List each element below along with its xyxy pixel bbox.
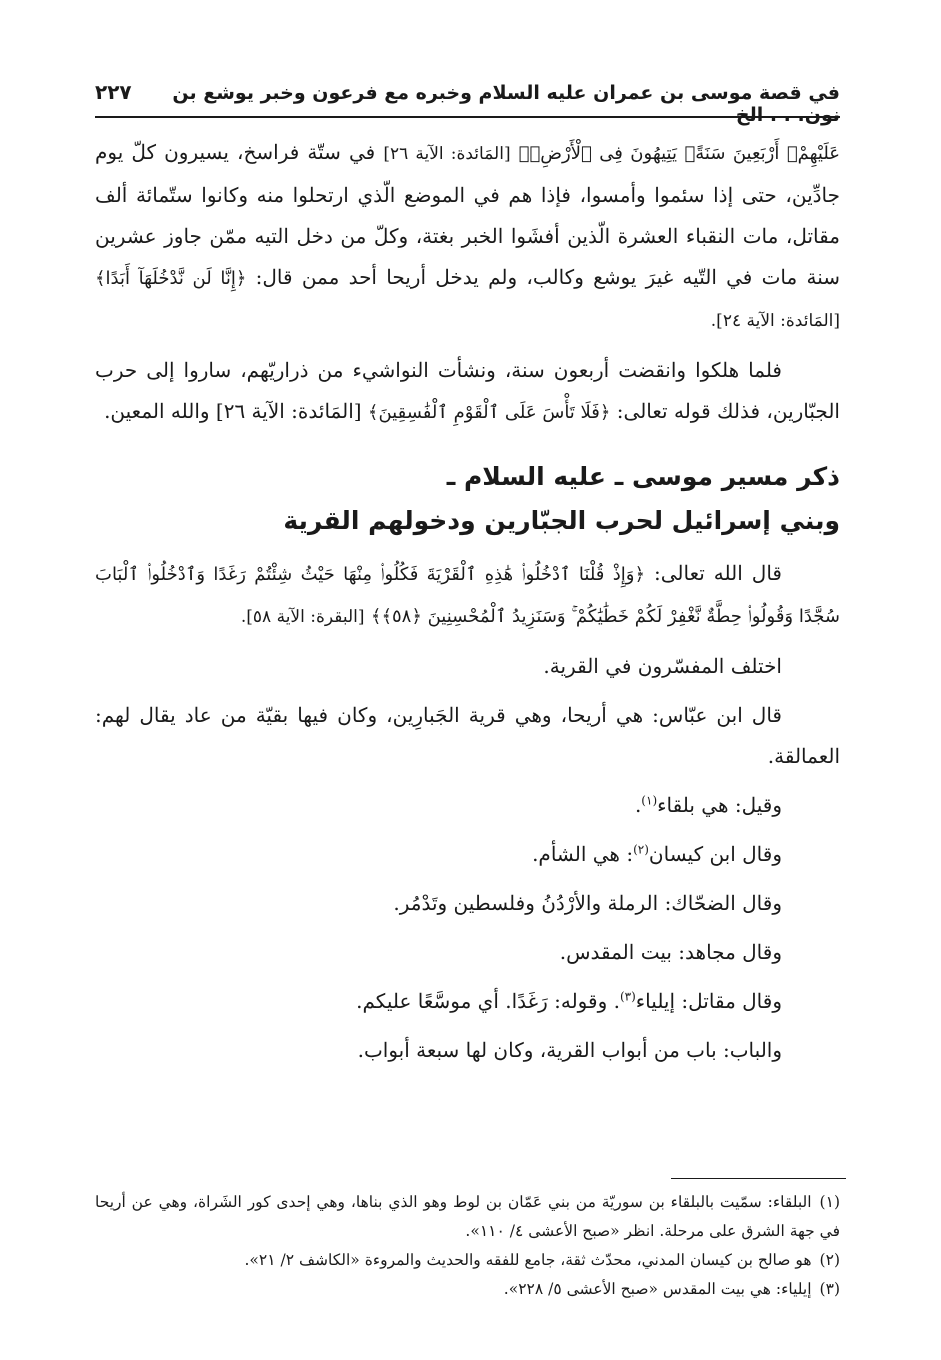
footnotes <box>95 1188 840 1304</box>
quran-bracket: ﴾ <box>518 143 530 164</box>
paragraph-text: وقال مقاتل: إيلياء <box>635 989 782 1013</box>
quran-verse: ﴿إِنَّا لَن نَّدْخُلَهَآ أَبَدًا﴾ <box>95 268 247 289</box>
paragraph-text: قال الله تعالى: <box>654 561 782 585</box>
paragraph-text: في ستّة فراسخ، يسيرون كلّ يوم جادِّين، حتى إذا سئموا وأمسوا، فإذا هم في الموضع الّذي ارتحلوا منه وكانوا ستّمائة ألف مقاتل، مات النقباء العشرة الّذين أفشَوا الخبر بغتة، وكلّ من دخل التيه ممّن جاوز عشرين سنة مات في التّيه غيرَ يوشع وكالب، ولم يدخل أريحا أحد ممن قال: <box>95 140 840 289</box>
section-heading <box>95 455 840 543</box>
footnote-text: إيلياء: هي بيت المقدس «صبح الأعشى ٥/ ٢٢٨». <box>503 1280 812 1298</box>
paragraph-text: فلما هلكوا وانقضت أربعون سنة، ونشأت النواشيء من ذراريّهم، ساروا إلى حرب الجبّارين، فذلك قوله تعالى: <box>95 358 840 423</box>
paragraph: والباب: باب من أبواب القرية، وكان لها سبعة أبواب. <box>357 1038 782 1062</box>
paragraph <box>95 834 840 875</box>
running-head <box>95 80 840 126</box>
footnote-number: (٢) <box>819 1251 840 1269</box>
paragraph <box>95 350 840 433</box>
footnote-marker[interactable]: (٢) <box>633 842 649 857</box>
footnote-marker[interactable]: (١) <box>641 793 658 808</box>
quran-verse: ﴿وَإِذْ قُلْنَا ٱدْخُلُوا۟ هَٰذِهِ ٱلْقَرْيَةَ فَكُلُوا۟ مِنْهَا حَيْثُ شِئْتُمْ رَغَدًا وَٱدْخُلُوا۟ ٱلْبَابَ سُجَّدًا وَقُولُوا۟ حِطَّةٌ نَّغْفِرْ لَكُمْ خَطَٰيَٰكُمْ ۚ وَسَنَزِيدُ ٱلْمُحْسِنِينَ ﴿٥٨﴾﴾ <box>95 564 840 627</box>
section-heading-line: ذكر مسير موسى ـ عليه السلام ـ <box>446 462 840 491</box>
paragraph-continuation <box>95 132 840 342</box>
paragraph-text: . وقوله: رَغَدًا. أي موسَّعًا عليكم. <box>356 989 620 1013</box>
footnote-text: هو صالح بن كيسان المدني، محدّث ثقة، جامع للفقه والحديث والمروءة «الكاشف ٢/ ٢١». <box>244 1251 812 1269</box>
footnote <box>95 1188 840 1246</box>
paragraph-text: : هي الشأم. <box>532 842 634 866</box>
paragraph-text: . <box>634 793 642 817</box>
paragraph: قال ابن عبّاس: هي أريحا، وهي قرية الجَبارِين، وكان فيها بقيّة من عاد يقال لهم: العمالقة. <box>95 703 840 768</box>
paragraph-text: وقيل: هي بلقاء <box>657 793 782 817</box>
paragraph: وقال مجاهد: بيت المقدس. <box>559 940 782 964</box>
paragraph-text: وقال ابن كيسان <box>648 842 782 866</box>
book-page <box>95 80 840 1071</box>
verse-reference: [البقرة: الآية ٥٨]. <box>240 607 365 627</box>
main-text <box>95 132 840 1071</box>
footnote <box>95 1246 840 1275</box>
footnote-marker[interactable]: (٣) <box>619 989 636 1004</box>
quran-verse: ﴿فَلَا تَأْسَ عَلَى ٱلْقَوْمِ ٱلْفَٰسِقِينَ﴾ <box>367 402 611 423</box>
footnote <box>95 1275 840 1304</box>
paragraph <box>95 785 840 826</box>
verse-reference: [المَائدة: الآية ٢٦] <box>383 144 511 164</box>
paragraph: وقال الضحّاك: الرملة والأرْدُنُ وفلسطين وتَدْمُر. <box>393 891 782 915</box>
paragraph: اختلف المفسّرون في القرية. <box>543 654 782 678</box>
running-head-title: في قصة موسى بن عمران عليه السلام وخبره مع فرعون وخبر يوشع بن نون. . . الخ <box>172 82 840 126</box>
footnote-text: البلقاء: سمّيت بالبلقاء بن سوريّة من بني عَمّان بن لوط وهو الذي بناها، وهي إحدى كور الشَراة، وهي عن أريحا في جهة الشرق على مرحلة. انظر «صبح الأعشى ٤/ ١١٠». <box>95 1193 840 1240</box>
verse-reference: [المَائدة: الآية ٢٤]. <box>710 311 840 331</box>
footnote-number: (٣) <box>819 1280 840 1298</box>
footnote-number: (١) <box>819 1193 840 1211</box>
paragraph <box>95 553 840 638</box>
page-number: ٢٢٧ <box>95 80 132 104</box>
section-heading-line: وبني إسرائيل لحرب الجبّارين ودخولهم القرية <box>283 506 840 535</box>
quran-verse: عَلَيْهِمْۛ أَرْبَعِينَ سَنَةًۛ يَتِيهُونَ فِى ٱلْأَرْضِۚ <box>529 143 841 164</box>
paragraph <box>95 981 840 1022</box>
paragraph-text: [المَائدة: الآية ٢٦] والله المعين. <box>104 399 362 423</box>
footnote-divider <box>671 1178 846 1179</box>
